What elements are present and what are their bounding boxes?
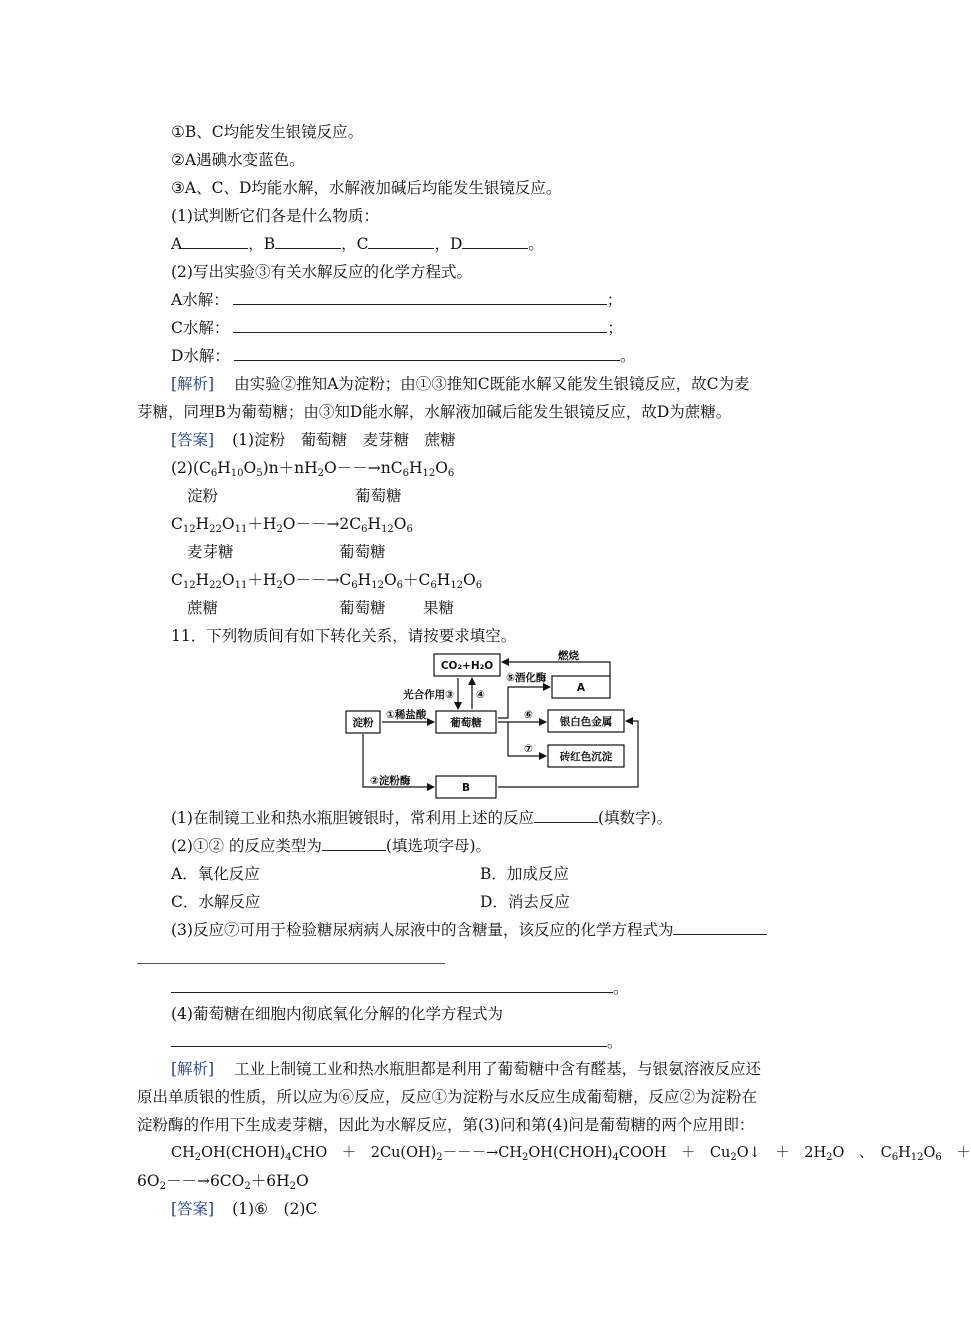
subscript: 2	[159, 1181, 166, 1192]
label-zymase: ⑤酒化酶	[506, 672, 547, 684]
conversion-diagram	[340, 648, 645, 800]
subscript: 2	[317, 468, 325, 479]
subscript: 6	[351, 580, 358, 591]
c-hydrolysis-row	[171, 318, 623, 338]
formula-part: ＋	[941, 1145, 971, 1161]
equation-1-label-starch: 淀粉	[187, 487, 219, 505]
subscript: 2	[522, 1152, 529, 1163]
blank-b[interactable]	[275, 234, 341, 249]
formula-part: 6O	[137, 1172, 160, 1190]
formula-part: ＋H	[247, 515, 277, 533]
subscript: 12	[371, 580, 384, 591]
formula-part: CHO ＋ 2Cu(OH)	[291, 1145, 437, 1161]
equation-3-label-fructose: 果糖	[423, 599, 455, 617]
analysis-tag: [解析]	[171, 375, 215, 393]
formula-part: H	[195, 571, 210, 589]
option-a[interactable]: A．氧化反应	[171, 865, 260, 883]
subscript: 6	[406, 524, 413, 535]
label-r6: ⑥	[524, 709, 533, 721]
label-b: ，B	[248, 235, 276, 253]
formula-part: O	[923, 1145, 936, 1161]
q3-text: (3)反应⑦可用于检验糖尿病病人尿液中的含糖量，该反应的化学方程式为	[171, 921, 674, 939]
formula-part: O	[221, 515, 235, 533]
formula-part: H	[217, 459, 231, 477]
analysis-11-line-3: 淀粉酶的作用下生成麦芽糖，因此为水解反应，第(3)问和第(4)问是葡萄糖的两个应用即：	[137, 1116, 755, 1134]
answer-text: (1)⑥ (2)C	[232, 1200, 318, 1218]
q3-blank-line-2[interactable]	[137, 963, 445, 964]
option-c[interactable]: C．水解反应	[171, 893, 261, 911]
formula-part: O	[221, 571, 235, 589]
condition-1: ①B、C均能发生银镜反应。	[171, 123, 364, 141]
formula-part: O－－→2C	[282, 515, 362, 533]
period: 。	[528, 235, 544, 253]
label-r7: ⑦	[524, 743, 533, 755]
a-hydrolysis-row	[171, 290, 622, 310]
label-amylase: ②淀粉酶	[370, 775, 411, 787]
label-a: A	[576, 682, 586, 694]
period: 。	[607, 1033, 623, 1051]
formula-part: －－→6CO	[165, 1172, 245, 1190]
d-hydrolysis-blank[interactable]	[234, 346, 620, 361]
label-silver: 银白色金属	[559, 716, 613, 728]
problem-11-stem: 11．下列物质间有如下转化关系，请按要求填空。	[171, 627, 517, 645]
subscript: 12	[182, 524, 196, 535]
condition-3: ③A、C、D均能水解，水解液加碱后均能发生银镜反应。	[171, 179, 562, 197]
formula-part: －－－→CH	[442, 1145, 523, 1161]
problem-11-q4: (4)葡萄糖在细胞内彻底氧化分解的化学方程式为	[171, 1005, 503, 1023]
subscript: 5	[256, 468, 263, 479]
formula-part: O	[383, 571, 397, 589]
answer-tag: [答案]	[171, 431, 215, 449]
period: 。	[613, 979, 629, 997]
analysis-text: 由实验②推知A为淀粉；由①③推知C既能水解又能发生银镜反应，故C为麦	[234, 375, 750, 393]
question-1: (1)试判断它们各是什么物质：	[171, 207, 379, 225]
equation-2-label-glucose: 葡萄糖	[339, 543, 386, 561]
formula-part: ＋H	[247, 571, 277, 589]
answer-tag: [答案]	[171, 1200, 215, 1218]
subscript: 12	[182, 580, 196, 591]
subscript: 2	[276, 580, 283, 591]
a-hydrolysis-blank[interactable]	[233, 290, 607, 305]
analysis-10-line-2: 芽糖，同理B为葡萄糖；由③知D能水解，水解液加碱后能发生银镜反应，故D为蔗糖。	[137, 403, 732, 421]
label-r4: ④	[476, 689, 485, 701]
answer-blanks-row	[171, 234, 544, 254]
label-co2-h2o: CO₂+H₂O	[440, 660, 494, 672]
problem-11-q2	[171, 836, 491, 856]
blank-a[interactable]	[182, 234, 248, 249]
equation-starch-hydrolysis	[171, 458, 454, 478]
formula-part: H	[367, 515, 382, 533]
subscript: 12	[450, 580, 464, 591]
formula-part: O	[435, 459, 448, 477]
label-burn: 燃烧	[558, 650, 579, 662]
subscript: 6	[361, 524, 368, 535]
subscript: 2	[289, 1181, 297, 1192]
formula-part: O↓ ＋ 2H	[736, 1145, 827, 1161]
formula-part: C	[171, 571, 183, 589]
formula-part: (2)(C	[171, 459, 211, 477]
analysis-11-line-1	[171, 1059, 761, 1079]
problem-11-q1	[171, 808, 672, 828]
formula-part: H	[195, 515, 210, 533]
subscript: 6	[475, 580, 483, 591]
subscript: 6	[402, 468, 409, 479]
subscript: 2	[826, 1152, 833, 1163]
option-d[interactable]: D．消去反应	[480, 893, 570, 911]
subscript: 6	[447, 468, 455, 479]
subscript: 12	[910, 1152, 924, 1163]
subscript: 2	[276, 524, 283, 535]
equation-sucrose-hydrolysis	[171, 570, 482, 590]
formula-part: O－－→nC	[324, 459, 403, 477]
subscript: 6	[891, 1152, 899, 1163]
label-b: B	[461, 782, 471, 794]
subscript: 22	[209, 524, 222, 535]
formula-part: COOH ＋ Cu	[618, 1145, 731, 1161]
subscript: 12	[381, 524, 394, 535]
subscript: 4	[612, 1152, 619, 1163]
formula-part: O 、 C	[832, 1145, 892, 1161]
analysis-11-line-2: 原出单质银的性质，所以应为⑥反应，反应①为淀粉与水反应生成葡萄糖，反应②为淀粉在	[137, 1088, 758, 1106]
formula-part: O－－→C	[282, 571, 352, 589]
q2-suffix: (填选项字母)。	[385, 837, 491, 855]
q3-blank-start[interactable]	[673, 920, 767, 935]
formula-part: O	[243, 459, 257, 477]
formula-part: C	[171, 515, 183, 533]
d-hydrolysis-label: D水解：	[171, 347, 230, 365]
subscript: 2	[194, 1152, 202, 1163]
subscript: 11	[234, 580, 248, 591]
analysis-text: 工业上制镜工业和热水瓶胆都是利用了葡萄糖中含有醛基，与银氨溶液反应还	[234, 1060, 762, 1078]
label-photosynthesis: 光合作用③	[403, 689, 454, 701]
formula-part: O	[393, 515, 407, 533]
label-d: ，D	[434, 235, 463, 253]
semicolon: ；	[607, 319, 623, 337]
a-hydrolysis-label: A水解：	[171, 291, 229, 309]
formula-part: )n＋nH	[262, 459, 318, 477]
subscript: 2	[436, 1152, 443, 1163]
blank-c[interactable]	[368, 234, 434, 249]
q2-blank[interactable]	[322, 836, 386, 851]
subscript: 10	[230, 468, 244, 479]
formula-part: O	[463, 571, 476, 589]
equation-oxidation	[137, 1171, 309, 1191]
q4-blank-row	[171, 1032, 623, 1052]
blank-d[interactable]	[462, 234, 528, 249]
period: 。	[619, 347, 636, 365]
subscript: 2	[244, 1181, 251, 1192]
condition-2: ②A遇碘水变蓝色。	[171, 151, 305, 169]
c-hydrolysis-blank[interactable]	[233, 318, 607, 333]
subscript: 22	[209, 580, 222, 591]
q1-suffix: (填数字)。	[597, 809, 673, 827]
problem-11-q3	[171, 920, 767, 940]
answer-10-line-1	[171, 430, 456, 450]
q3-blank-line-3-row	[171, 978, 629, 998]
semicolon: ；	[606, 291, 623, 309]
formula-part: ＋6H	[250, 1172, 290, 1190]
q4-blank[interactable]	[171, 1032, 607, 1047]
subscript: 4	[285, 1152, 292, 1163]
q3-blank-line-3[interactable]	[171, 978, 613, 993]
label-glucose: 葡萄糖	[450, 717, 482, 729]
label-dilute-hcl: ①稀盐酸	[386, 709, 427, 721]
formula-part: OH(CHOH)	[201, 1145, 286, 1161]
subscript: 2	[730, 1152, 737, 1163]
c-hydrolysis-label: C水解：	[171, 319, 230, 337]
formula-part: OH(CHOH)	[528, 1145, 613, 1161]
analysis-10-line-1	[171, 374, 750, 394]
answer-11	[171, 1199, 317, 1219]
equation-3-label-sucrose: 蔗糖	[187, 599, 219, 617]
option-b[interactable]: B．加成反应	[480, 865, 569, 883]
subscript: 6	[430, 580, 437, 591]
subscript: 6	[935, 1152, 942, 1163]
label-starch: 淀粉	[352, 717, 374, 729]
formula-part: H	[408, 459, 423, 477]
label-a: A	[171, 235, 183, 253]
formula-part: CH	[171, 1145, 195, 1161]
answer-text: (1)淀粉 葡萄糖 麦芽糖 蔗糖	[232, 431, 456, 449]
q1-text: (1)在制镜工业和热水瓶胆镀银时，常利用上述的反应	[171, 809, 534, 827]
formula-part: H	[898, 1145, 911, 1161]
equation-fehling	[171, 1143, 971, 1163]
subscript: 12	[422, 468, 436, 479]
equation-maltose-hydrolysis	[171, 514, 413, 534]
equation-3-label-glucose: 葡萄糖	[339, 599, 386, 617]
formula-part: H	[436, 571, 451, 589]
equation-1-label-glucose: 葡萄糖	[355, 487, 402, 505]
label-brick-red: 砖红色沉淀	[559, 751, 613, 763]
equation-2-label-maltose: 麦芽糖	[187, 543, 234, 561]
subscript: 6	[396, 580, 404, 591]
d-hydrolysis-row	[171, 346, 635, 366]
subscript: 11	[234, 524, 248, 535]
q2-text: (2)①② 的反应类型为	[171, 837, 322, 855]
formula-part: O	[296, 1172, 309, 1190]
analysis-tag: [解析]	[171, 1060, 215, 1078]
question-2: (2)写出实验③有关水解反应的化学方程式。	[171, 263, 472, 281]
label-c: ，C	[341, 235, 369, 253]
formula-part: ＋C	[403, 571, 431, 589]
subscript: 6	[210, 468, 218, 479]
formula-part: H	[357, 571, 372, 589]
q1-blank[interactable]	[534, 808, 598, 823]
